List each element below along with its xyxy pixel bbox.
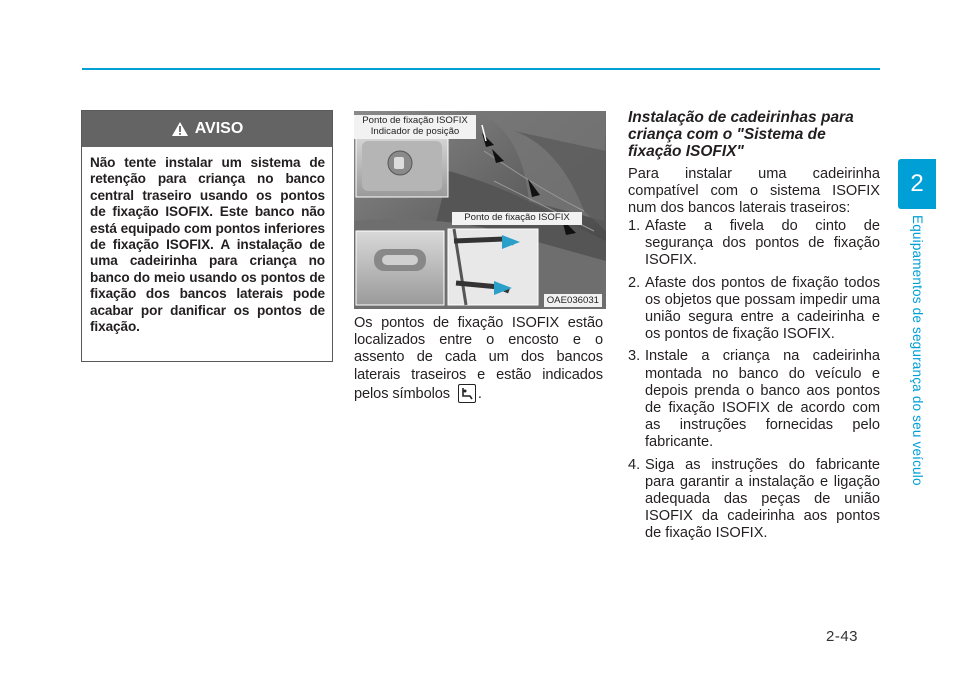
step-number: 1. <box>628 218 641 234</box>
installation-steps <box>628 218 880 548</box>
figure-label-position-indicator: Indicador de posição <box>370 125 460 137</box>
list-item <box>628 275 880 344</box>
chapter-title: Equipamentos de segurança do seu veículo <box>910 215 925 486</box>
warning-header <box>82 111 332 147</box>
warning-triangle-icon <box>171 121 189 137</box>
isofix-symbol-icon <box>458 384 476 403</box>
warning-title: AVISO <box>194 120 244 137</box>
step-text: Afaste a fivela do cinto de segurança dos pontos de fixação ISOFIX. <box>645 218 880 269</box>
step-number: 3. <box>628 348 641 365</box>
list-item <box>628 348 880 451</box>
step-text: Afaste dos pontos de fixação todos os objetos que possam impedir uma união segura entre a cadeirinha e os pontos de fixação ISOFIX. <box>645 274 880 343</box>
warning-box <box>81 110 333 362</box>
list-item <box>628 218 880 270</box>
step-text: Instale a criança na cadeirinha montada no banco do veículo e depois prenda o banco aos pontos de fixação ISOFIX de acordo com as instruções fornecidas pelo fabricante. <box>645 348 880 451</box>
list-item <box>628 457 880 543</box>
section-intro: Para instalar uma cadeirinha compatível com o sistema ISOFIX num dos bancos laterais traseiros: <box>628 166 880 217</box>
isofix-figure <box>354 111 606 309</box>
isofix-location-text: Os pontos de fixação ISOFIX estão localizados entre o encosto e o assento de cada um dos bancos laterais traseiros e estão indicados pelos símbolos <box>354 315 603 402</box>
header-rule <box>82 68 880 70</box>
figure-code: OAE036031 <box>544 294 602 307</box>
rear-seat-illustration <box>354 111 606 309</box>
section-title: Instalação de cadeirinhas para criança com o "Sistema de fixação ISOFIX" <box>628 109 854 160</box>
step-number: 2. <box>628 274 641 291</box>
figure-label-top <box>354 115 476 139</box>
step-text: Siga as instruções do fabricante para garantir a instalação e ligação adequada das peças de união ISOFIX da cadeirinha aos pontos de fixação ISOFIX. <box>645 456 880 542</box>
isofix-location-paragraph <box>354 315 603 403</box>
isofix-location-end: . <box>477 385 482 402</box>
figure-label-mid: Ponto de fixação ISOFIX <box>452 212 582 225</box>
chapter-number-tab: 2 <box>898 159 936 209</box>
warning-text: Não tente instalar um sistema de retenção para criança no banco central traseiro usando os pontos de fixação ISOFIX. Este banco não está equipado com pontos inferiores de fixação ISOFIX. A instalação de uma cadeirinha para criança no banco do meio usando os pontos de fixação dos bancos laterais pode acabar por danificar os pontos de fixação. <box>90 155 325 335</box>
page-number: 2-43 <box>826 628 859 645</box>
figure-label-isofix-point: Ponto de fixação ISOFIX <box>362 115 468 126</box>
step-number: 4. <box>628 456 641 473</box>
